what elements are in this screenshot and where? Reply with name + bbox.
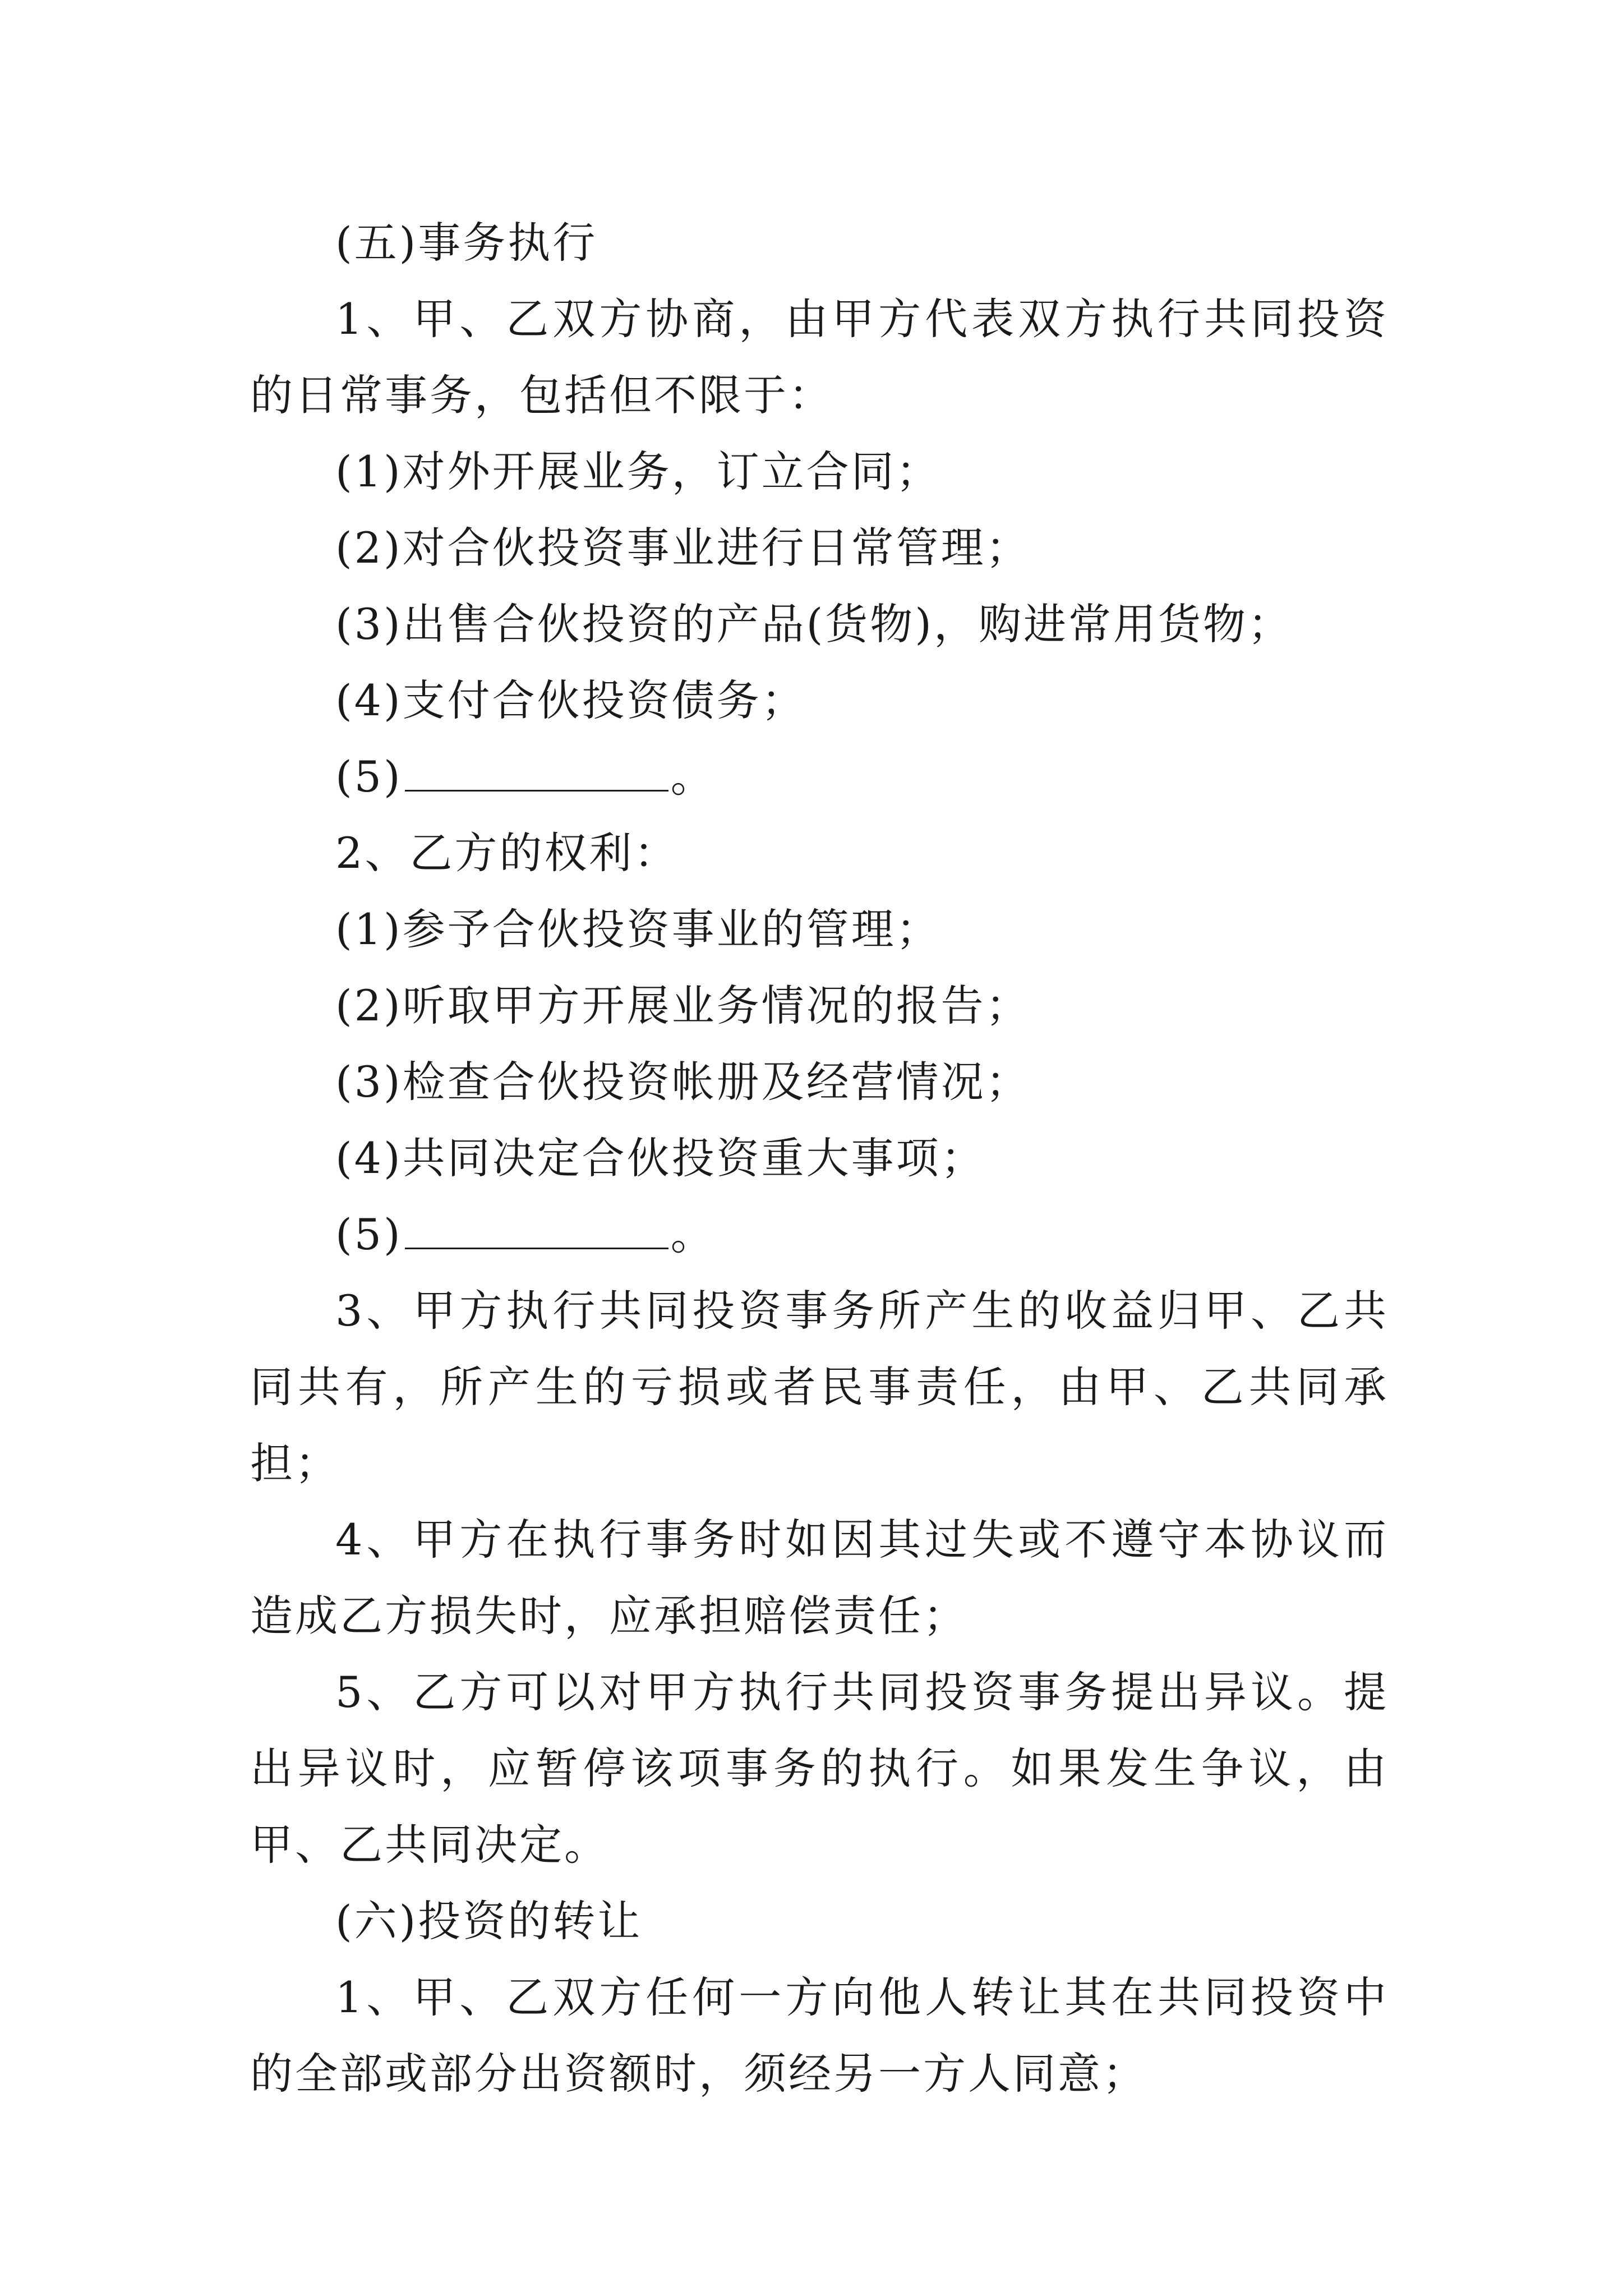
paragraph: 2、乙方的权利： bbox=[335, 828, 679, 878]
list-item: (1)参予合伙投资事业的管理； bbox=[335, 904, 941, 954]
section-heading-6: (六)投资的转让 bbox=[335, 1896, 643, 1946]
fill-in-blank bbox=[405, 751, 668, 792]
list-item: (1)对外开展业务，订立合同； bbox=[335, 447, 941, 496]
list-item: (3)检查合伙投资帐册及经营情况； bbox=[335, 1057, 1031, 1107]
fill-in-blank bbox=[405, 1208, 668, 1249]
paragraph: 5、乙方可以对甲方执行共同投资事务提出异议。提出异议时，应暂停该项事务的执行。如果发生争议，由甲、乙共同决定。 bbox=[250, 1667, 1389, 1870]
list-item: (4)共同决定合伙投资重大事项； bbox=[335, 1133, 986, 1183]
blank-prefix: (5) bbox=[335, 752, 403, 802]
blank-prefix: (5) bbox=[335, 1209, 403, 1259]
list-item: (3)出售合伙投资的产品(货物)，购进常用货物； bbox=[335, 599, 1293, 649]
list-item-blank bbox=[250, 739, 1389, 815]
document-body bbox=[250, 205, 1389, 2112]
list-item: (4)支付合伙投资债务； bbox=[335, 675, 806, 725]
paragraph: 3、甲方执行共同投资事务所产生的收益归甲、乙共同共有，所产生的亏损或者民事责任，由甲、乙共同承担； bbox=[250, 1286, 1389, 1488]
blank-suffix: 。 bbox=[670, 752, 716, 802]
paragraph: 1、甲、乙双方协商，由甲方代表双方执行共同投资的日常事务，包括但不限于： bbox=[250, 294, 1389, 420]
paragraph: 1、甲、乙双方任何一方向他人转让其在共同投资中的全部或部分出资额时，须经另一方人同意； bbox=[250, 1972, 1389, 2099]
paragraph: 4、甲方在执行事务时如因其过失或不遵守本协议而造成乙方损失时，应承担赔偿责任； bbox=[250, 1515, 1389, 1641]
list-item-blank bbox=[250, 1197, 1389, 1273]
blank-suffix: 。 bbox=[670, 1209, 716, 1259]
section-heading-5: (五)事务执行 bbox=[335, 218, 598, 268]
list-item: (2)听取甲方开展业务情况的报告； bbox=[335, 981, 1031, 1030]
list-item: (2)对合伙投资事业进行日常管理； bbox=[335, 523, 1031, 573]
